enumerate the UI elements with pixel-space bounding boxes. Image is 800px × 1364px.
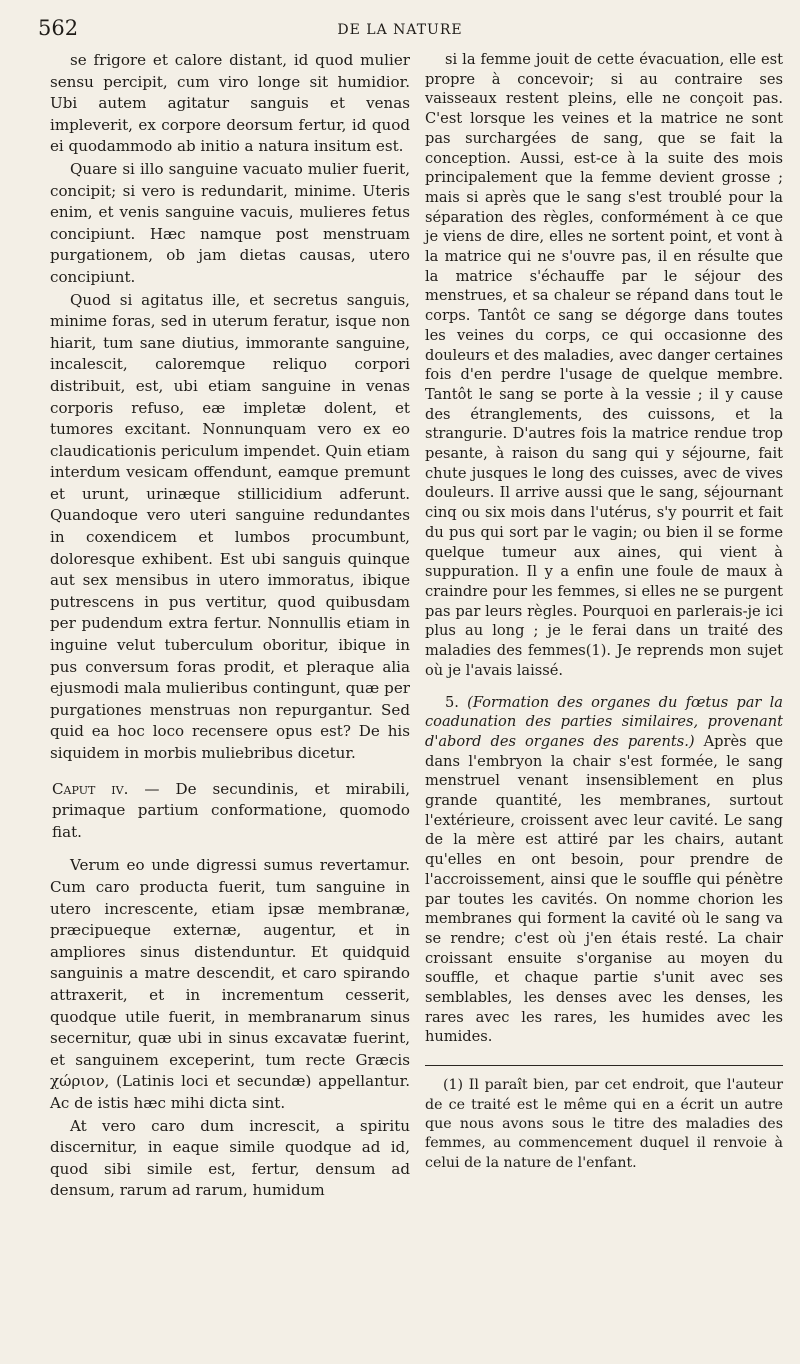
latin-paragraph: Quod si agitatus ille, et secretus sanguis, minime foras, sed in uterum feratur, isque non hiarit, tum sane diutius, immorante sanguine, incalescit, caloremque reliquo corpori distribuit, est, ubi etiam sanguine in venas corporis refuso, eæ impletæ dolent, et tumores excitant. Nonnunquam vero ex eo claudicationis periculum impendet. Quin etiam interdum vesicam offendunt, eamque premunt et urunt, urinæque stillicidium adferunt. Quandoque vero uteri sanguine redundantes in coxendicem et lumbos procumbunt, doloresque exhibent. Est ubi sanguis quinque aut sex mensibus in utero immoratus, ibique putrescens in pus vertitur, quod quibusdam per pudendum extra fertur. Nonnullis etiam in inguine velut tuberculum oboritur, ibique in pus conversum foras prodit, et pleraque alia ejusmodi mala mulieribus contingunt, quæ per purgationes menstruas non repurgantur. Sed quid ea hoc loco recensere opus est? De his siquidem in morbis muliebribus dicetur. bbox=[50, 290, 410, 762]
french-paragraph: si la femme jouit de cette évacuation, elle est propre à concevoir; si au contraire ses vaisseaux restent pleins, elle ne conçoit pas. C'est lorsque les veines et la matrice ne sont pas surchargées de sang, que se fait la conception. Aussi, est-ce à la suite des mois principalement que la femme devient grosse ; mais si après que le sang s'est troublé pour la séparation des règles, conformément à ce que je viens de dire, elles ne sortent point, et vont à la matrice qui ne s'ouvre pas, il en résulte que la matrice s'échauffe par le séjour des menstrues, et sa chaleur se répand dans tout le corps. Tantôt ce sang se dégorge dans toutes les veines du corps, ce qui occasionne des douleurs et des maladies, avec danger certaines fois d'en perdre l'usage de quelque membre. Tantôt le sang se porte à la vessie ; il y cause des étranglements, des cuissons, et la strangurie. D'autres fois la matrice rendue trop pesante, à raison du sang qui y séjourne, fait chute jusques le long des cuisses, avec de vives douleurs. Il arrive aussi que le sang, séjournant cinq ou six mois dans l'utérus, s'y pourrit et fait du pus qui sort par le vagin; ou bien il se forme quelque tumeur aux aines, qui vient à suppuration. Il y a enfin une foule de maux à craindre pour les femmes, si elles ne se purgent pas par leurs règles. Pourquoi en parlerais-je ici plus au long ; je le ferai dans un traité des maladies des femmes(1). Je reprends mon sujet où je l'avais laissé. bbox=[425, 51, 783, 679]
footnote-divider bbox=[425, 1065, 783, 1066]
chapter-label: Caput iv. bbox=[52, 779, 129, 798]
chapter-heading bbox=[50, 779, 410, 844]
latin-paragraph: At vero caro dum increscit, a spiritu discernitur, in eaque simile quodque ad id, quod sibi simile est, fertur, densum ad densum, rarum ad rarum, humidum bbox=[50, 1116, 410, 1200]
section-paragraph bbox=[425, 693, 783, 1048]
chapter-title: — De secundinis, et mirabili, primaque partium conformatione, quomodo fiat. bbox=[52, 779, 410, 841]
footnote: (1) Il paraît bien, par cet endroit, que l'auteur de ce traité est le même qui en a écrit un autre que nous avons sous le titre des maladies des femmes, au commencement duquel il renvoie à celui de la nature de l'enfant. bbox=[425, 1077, 783, 1171]
section-number: 5. bbox=[445, 693, 459, 711]
section-text: Après que dans l'embryon la chair s'est formée, le sang menstruel venant insensiblement en plus grande quantité, les membranes, surtout l'extérieure, croissent avec leur cavité. Le sang de la mère est attiré par les chairs, autant qu'elles en ont besoin, pour prendre de l'accroissement, ainsi que le souffle qui pénètre par toutes les cavités. On nomme chorion les membranes qui forment la cavité où le sang va se rendre; c'est où j'en étais resté. La chair croissant ensuite s'organise au moyen du souffle, et chaque partie s'unit avec ses semblables, les denses avec les denses, les rares avec les rares, les humides avec les humides. bbox=[425, 732, 783, 1046]
latin-paragraph: Verum eo unde digressi sumus revertamur. Cum caro producta fuerit, tum sanguine in utero increscente, etiam ipsæ membranæ, præcipueque externæ, augentur, et in ampliores sinus distenduntur. Et quidquid sanguinis a matre descendit, et caro spirando attraxerit, et in incrementum cesserit, quodque utile fuerit, in membranarum sinus secernitur, quæ ubi in sinus excavatæ fuerint, et sanguinem exceperint, tum recte Græcis χώριον, (Latinis loci et secundæ) appellantur. Ac de istis hæc mihi dicta sint. bbox=[50, 856, 410, 1112]
page-header bbox=[38, 16, 762, 46]
running-title: DE LA NATURE bbox=[337, 22, 463, 38]
latin-column bbox=[50, 50, 410, 1202]
latin-paragraph: Quare si illo sanguine vacuato mulier fuerit, concipit; si vero is redundarit, minime. Uteris enim, et venis sanguine vacuis, mulieres fetus concipiunt. Hæc namque post menstruam purgationem, ob jam dietas causas, utero concipiunt. bbox=[50, 159, 410, 286]
french-column bbox=[425, 50, 783, 1173]
latin-paragraph: se frigore et calore distant, id quod mulier sensu percipit, cum viro longe sit humidior. Ubi autem agitatur sanguis et venas impleverit, ex corpore deorsum fertur, id quod ei quodammodo ab initio a natura insitum est. bbox=[50, 51, 410, 156]
page-number: 562 bbox=[38, 16, 79, 40]
section-title: (Formation des organes du fœtus par la coadunation des parties similaires, provenant d'abord des organes des parents.) bbox=[425, 693, 783, 750]
